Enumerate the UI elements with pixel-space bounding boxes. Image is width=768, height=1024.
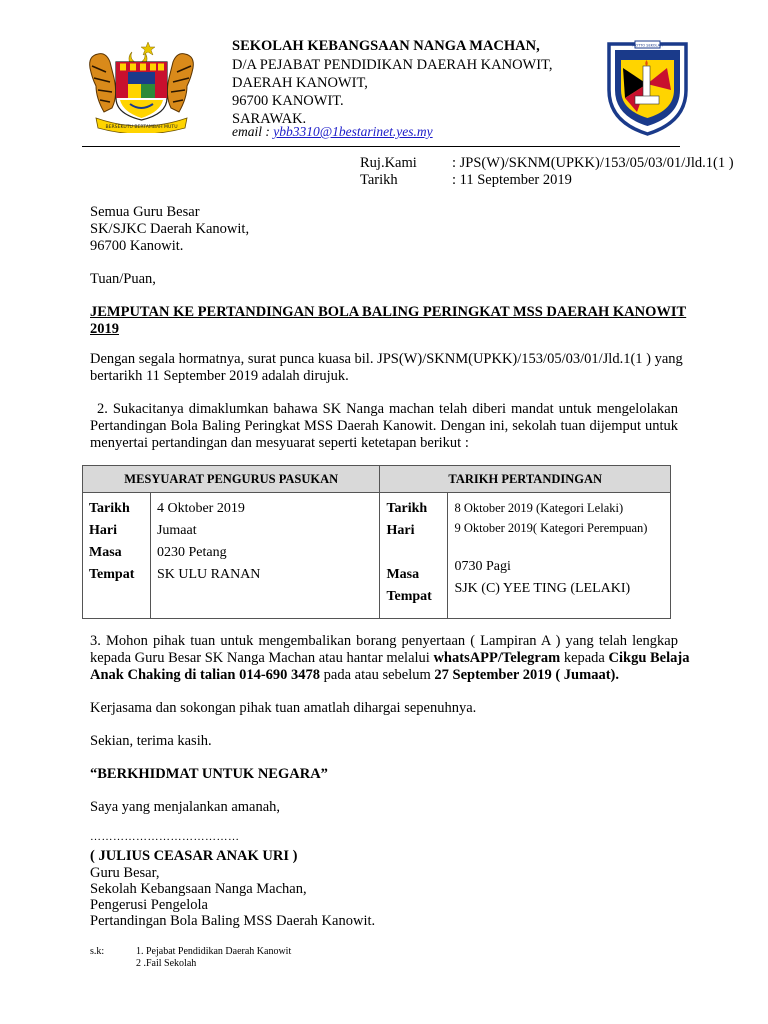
- address-postcode: 96700 KANOWIT.: [232, 93, 344, 109]
- meeting-labels-cell: [83, 493, 151, 619]
- competition-venue: SJK (C) YEE TING (LELAKI): [454, 581, 631, 596]
- address-line-3: DAERAH KANOWIT,: [232, 75, 368, 91]
- crest-motto-text: BERSEKUTU BERTAMBAH MUTU: [105, 125, 178, 130]
- email-link[interactable]: ybb3310@1bestarinet.yes.my: [273, 124, 433, 139]
- para3-app-names: whatsAPP/Telegram: [433, 650, 561, 666]
- meeting-venue: SK ULU RANAN: [156, 567, 261, 582]
- competition-values-cell: [448, 493, 671, 619]
- meeting-label-tarikh: Tarikh: [89, 501, 130, 516]
- subject-heading: [90, 304, 687, 338]
- para4: Kerjasama dan sokongan pihak tuan amatlah dihargai sepenuhnya.: [90, 700, 477, 716]
- competition-label-tempat: Tempat: [386, 589, 432, 604]
- para3-contact-phone: Anak Chaking di talian 014-690 3478: [90, 667, 321, 683]
- cc-item-1: 1. Pejabat Pendidikan Daerah Kanowit: [136, 946, 292, 957]
- para3-line-2: [90, 650, 690, 667]
- competition-label-masa: Masa: [386, 567, 420, 582]
- competition-date-girls: 9 Oktober 2019( Kategori Perempuan): [454, 521, 648, 535]
- salutation: Tuan/Puan,: [90, 271, 156, 287]
- para3-text-c: kepada: [560, 650, 609, 666]
- competition-header: TARIKH PERTANDINGAN: [380, 466, 671, 493]
- para2-line-2: Pertandingan Bola Baling Peringkat MSS Daerah Kanowit. Dengan ini, sekolah tuan dijemput untuk: [90, 418, 678, 434]
- meeting-label-masa: Masa: [89, 545, 122, 560]
- date-label: Tarikh: [360, 172, 398, 188]
- competition-label-hari: Hari: [386, 523, 415, 538]
- badge-top-text: MOTTO SEKOLAH: [632, 43, 663, 48]
- para2-line-3: menyertai pertandingan dan mesyuarat seperti ketetapan berikut :: [90, 435, 469, 451]
- recipient-line-3: 96700 Kanowit.: [90, 238, 184, 254]
- meeting-time: 0230 Petang: [156, 545, 227, 560]
- competition-label-tarikh: Tarikh: [386, 501, 428, 516]
- subject-line-1: JEMPUTAN KE PERTANDINGAN BOLA BALING PERINGKAT MSS DAERAH KANOWIT: [90, 304, 687, 320]
- signatory-name: ( JULIUS CEASAR ANAK URI ): [90, 848, 298, 864]
- school-name: SEKOLAH KEBANGSAAN NANGA MACHAN,: [232, 38, 540, 54]
- meeting-date: 4 Oktober 2019: [156, 501, 245, 516]
- meeting-day: Jumaat: [156, 523, 197, 538]
- para3-line-1: 3. Mohon pihak tuan untuk mengembalikan borang penyertaan ( Lampiran A ) yang telah lengkap: [90, 633, 678, 649]
- recipient-line-2: SK/SJKC Daerah Kanowit,: [90, 221, 250, 237]
- subject-line-2: 2019: [90, 321, 119, 337]
- address-state: SARAWAK.: [232, 111, 307, 127]
- motto: “BERKHIDMAT UNTUK NEGARA”: [90, 766, 328, 782]
- cc-item-2: 2 .Fail Sekolah: [136, 958, 197, 969]
- school-badge-logo: [605, 38, 690, 138]
- para3-deadline: 27 September 2019 ( Jumaat).: [434, 667, 619, 683]
- para2-line-1: 2. Sukacitanya dimaklumkan bahawa SK Nanga machan telah diberi mandat untuk mengelolakan: [97, 401, 678, 417]
- meeting-values-cell: [150, 493, 380, 619]
- schedule-table: [82, 465, 671, 619]
- para3-text-before-deadline: pada atau sebelum: [320, 667, 435, 683]
- meeting-label-tempat: Tempat: [89, 567, 135, 582]
- cc-label: s.k:: [90, 946, 105, 957]
- signatory-title-2: Sekolah Kebangsaan Nanga Machan,: [90, 881, 307, 897]
- cc-block: [90, 946, 390, 970]
- meeting-label-hari: Hari: [89, 523, 117, 538]
- signatory-title-3: Pengerusi Pengelola: [90, 897, 208, 913]
- sign-intro: Saya yang menjalankan amanah,: [90, 799, 281, 815]
- coat-of-arms-emblem: [84, 38, 199, 133]
- ref-value: : JPS(W)/SKNM(UPKK)/153/05/03/01/Jld.1(1 ): [452, 155, 734, 171]
- para3-line-3: [90, 667, 619, 684]
- para1-line-1: Dengan segala hormatnya, surat punca kuasa bil. JPS(W)/SKNM(UPKK)/153/05/03/01/Jld.1(1 ) yang: [90, 351, 683, 367]
- para3-text-a: kepada Guru Besar SK Nanga Machan atau hantar melalui: [90, 650, 434, 666]
- address-line-2: D/A PEJABAT PENDIDIKAN DAERAH KANOWIT,: [232, 57, 553, 73]
- signatory-title-1: Guru Besar,: [90, 865, 160, 881]
- letterhead: [0, 0, 768, 150]
- email-label: email :: [232, 124, 274, 139]
- email-line: [232, 122, 433, 141]
- recipient-line-1: Semua Guru Besar: [90, 204, 200, 220]
- date-value: : 11 September 2019: [452, 172, 572, 188]
- signature-line: …………………………………: [90, 831, 240, 843]
- closing: Sekian, terima kasih.: [90, 733, 212, 749]
- para1-line-2: bertarikh 11 September 2019 adalah dirujuk.: [90, 368, 349, 384]
- competition-labels-cell: [380, 493, 448, 619]
- para3-contact-name: Cikgu Belaja: [608, 650, 690, 666]
- competition-time: 0730 Pagi: [454, 559, 511, 574]
- competition-date-boys: 8 Oktober 2019 (Kategori Lelaki): [454, 501, 624, 515]
- letterhead-divider: [82, 146, 680, 147]
- ref-label: Ruj.Kami: [360, 155, 417, 171]
- signatory-title-4: Pertandingan Bola Baling MSS Daerah Kanowit.: [90, 913, 376, 929]
- meeting-header: MESYUARAT PENGURUS PASUKAN: [83, 466, 380, 493]
